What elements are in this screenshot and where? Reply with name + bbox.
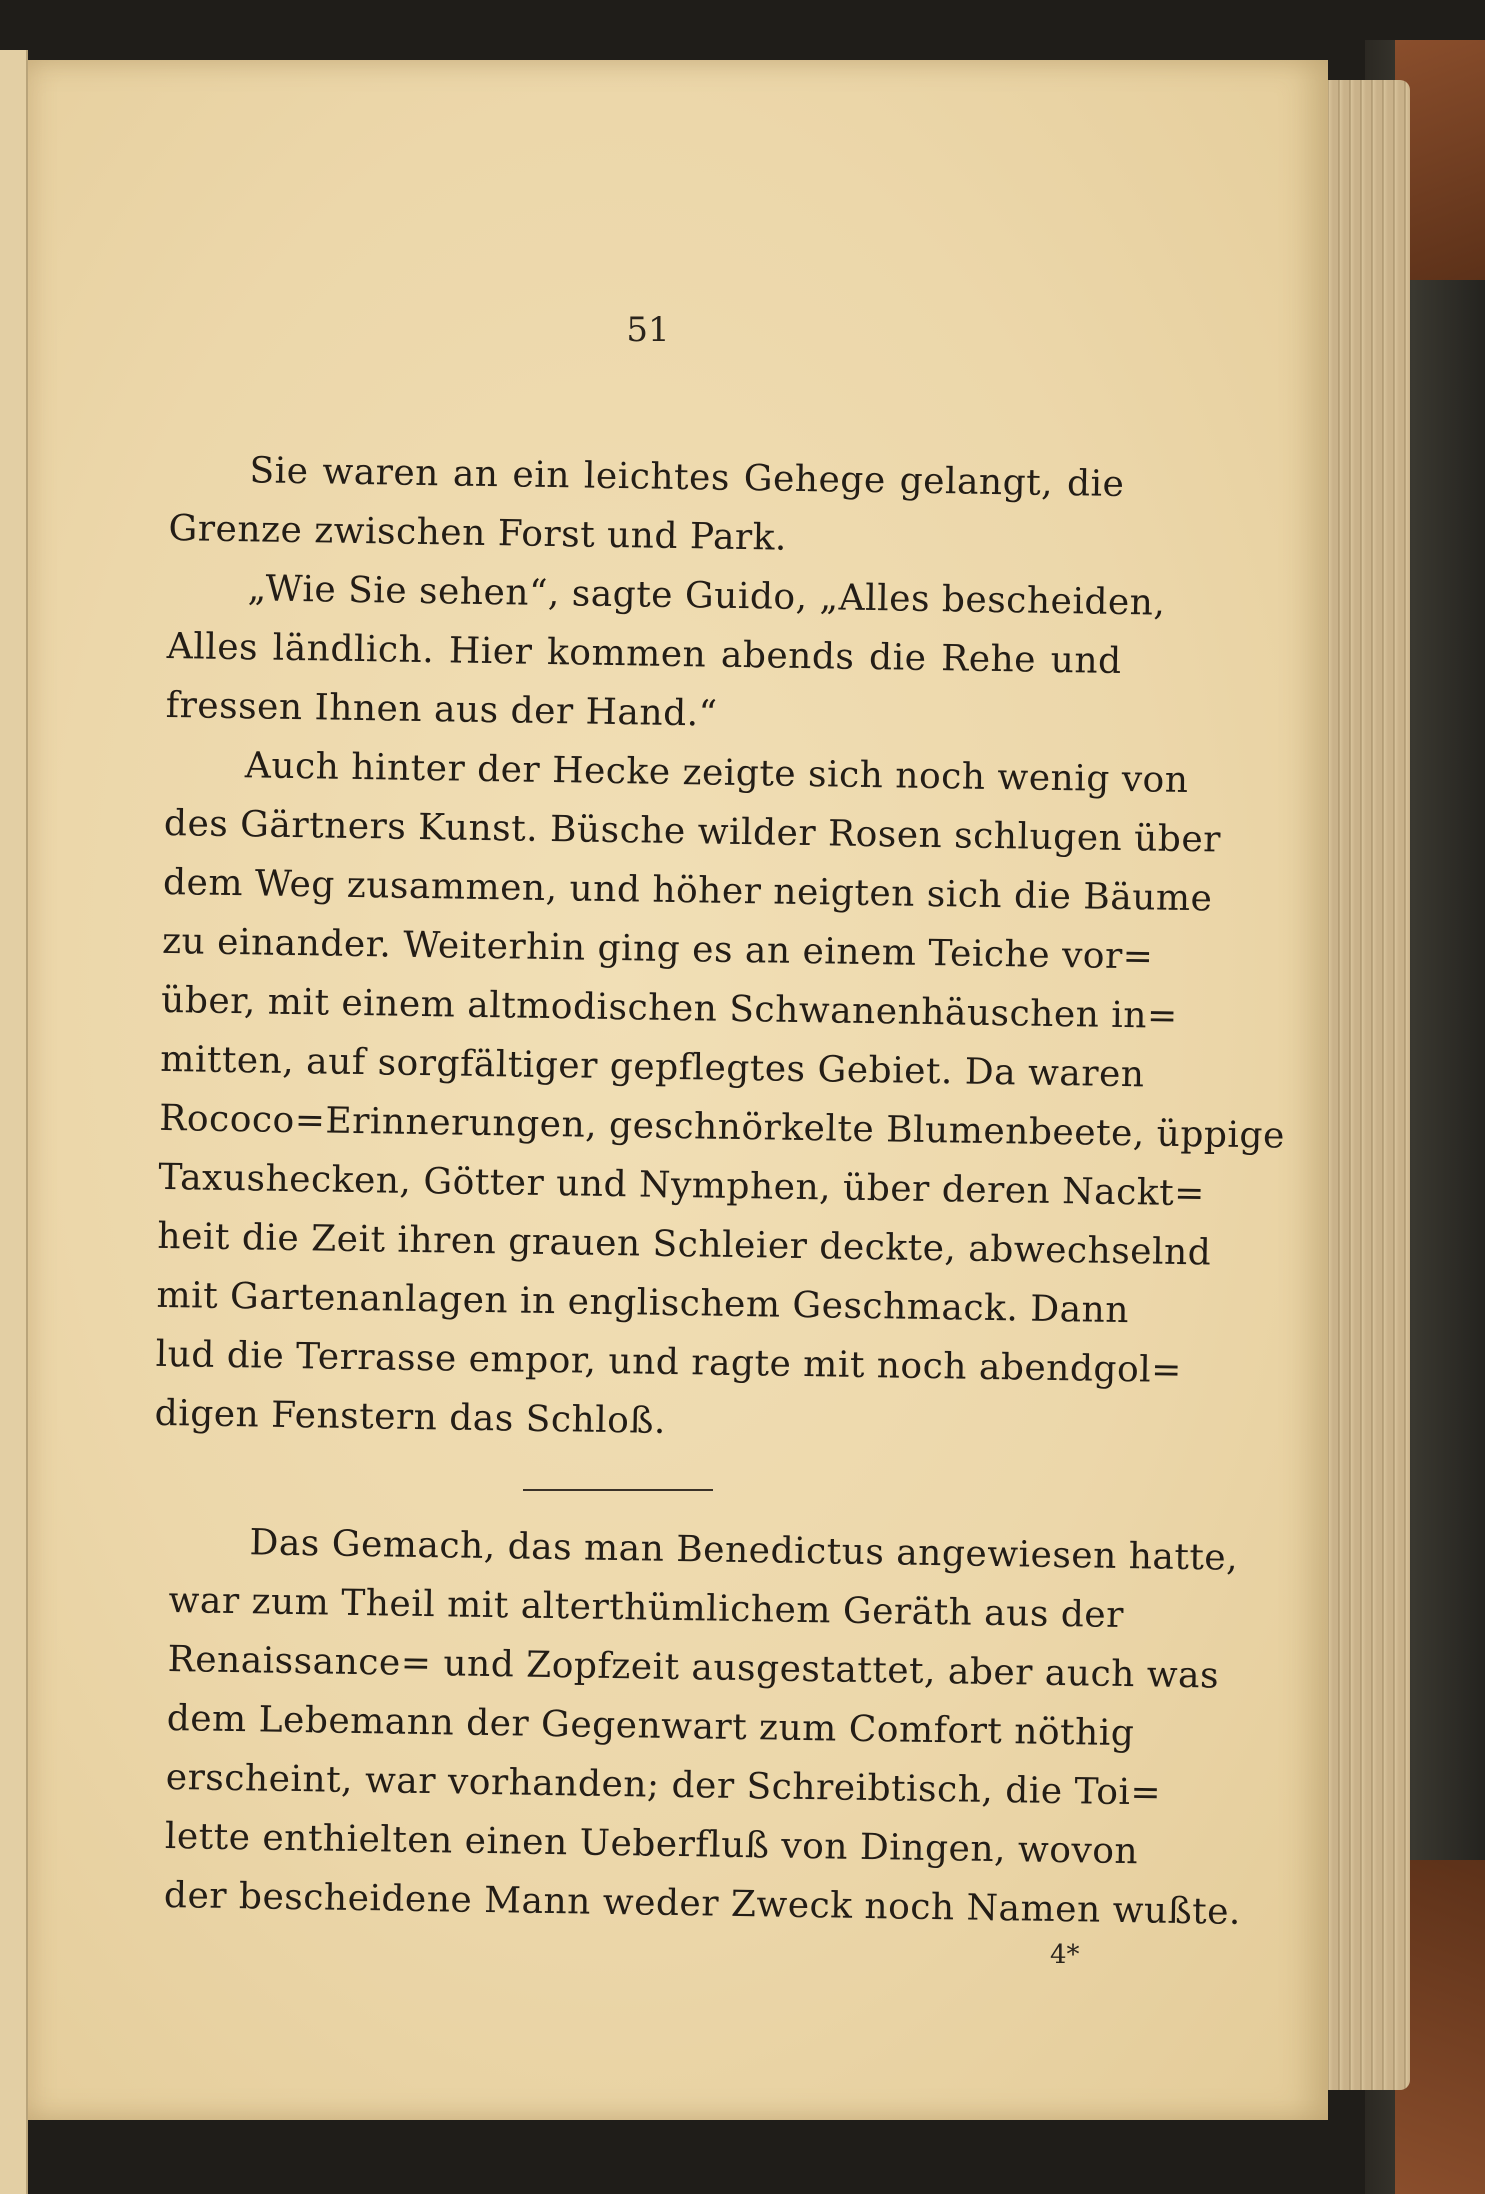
text-line: erscheint, war vorhanden; der Schreibtisch, die Toi= xyxy=(165,1756,1162,1814)
text-line: Grenze zwischen Forst und Park. xyxy=(168,507,788,559)
text-line: Renaissance= und Zopfzeit ausgestattet, aber auch was xyxy=(167,1638,1220,1697)
section-separator xyxy=(523,1489,713,1491)
book-page xyxy=(28,60,1328,2120)
text-line: digen Fenstern das Schloß. xyxy=(154,1392,667,1442)
text-line: dem Weg zusammen, und höher neigten sich die Bäume xyxy=(162,861,1213,920)
paragraph-block-2 xyxy=(163,1512,1242,1940)
text-line: Das Gemach, das man Benedictus angewiesen hatte, xyxy=(249,1522,1239,1579)
text-line: lud die Terrasse empor, und ragte mit noch abendgol= xyxy=(155,1333,1183,1392)
text-line: Sie waren an ein leichtes Gehege gelangt, die xyxy=(249,450,1125,505)
text-line: fressen Ihnen aus der Hand.“ xyxy=(165,684,718,735)
text-line: mitten, auf sorgfältiger gepflegtes Gebiet. Da waren xyxy=(159,1038,1145,1096)
text-line: mit Gartenanlagen in englischem Geschmack. Dann xyxy=(156,1274,1130,1332)
signature-mark: 4* xyxy=(1050,1940,1080,1970)
text-line: dem Lebemann der Gegenwart zum Comfort nöthig xyxy=(166,1697,1135,1755)
text-line: Rococo=Erinnerungen, geschnörkelte Blumenbeete, üppige xyxy=(159,1097,1286,1157)
paragraph-block-1 xyxy=(154,440,1286,1458)
text-line: Auch hinter der Hecke zeigte sich noch wenig von xyxy=(244,745,1189,802)
text-line: der bescheidene Mann weder Zweck noch Namen wußte. xyxy=(163,1874,1242,1933)
page-number: 51 xyxy=(626,310,670,350)
facing-page-edge xyxy=(0,50,28,2194)
text-line: war zum Theil mit alterthümlichem Geräth aus der xyxy=(168,1579,1125,1636)
text-line: zu einander. Weiterhin ging es an einem Teiche vor= xyxy=(161,920,1154,978)
text-line: des Gärtners Kunst. Büsche wilder Rosen schlugen über xyxy=(163,802,1222,861)
text-line: lette enthielten einen Ueberfluß von Dingen, wovon xyxy=(164,1815,1139,1873)
text-line: heit die Zeit ihren grauen Schleier deckte, abwechselnd xyxy=(157,1215,1212,1274)
text-line: über, mit einem altmodischen Schwanenhäuschen in= xyxy=(160,979,1179,1037)
text-line: Taxushecken, Götter und Nymphen, über deren Nackt= xyxy=(158,1156,1206,1215)
text-line: Alles ländlich. Hier kommen abends die Rehe und xyxy=(166,625,1122,682)
text-line: „Wie Sie sehen“, sagte Guido, „Alles bescheiden, xyxy=(247,568,1166,624)
